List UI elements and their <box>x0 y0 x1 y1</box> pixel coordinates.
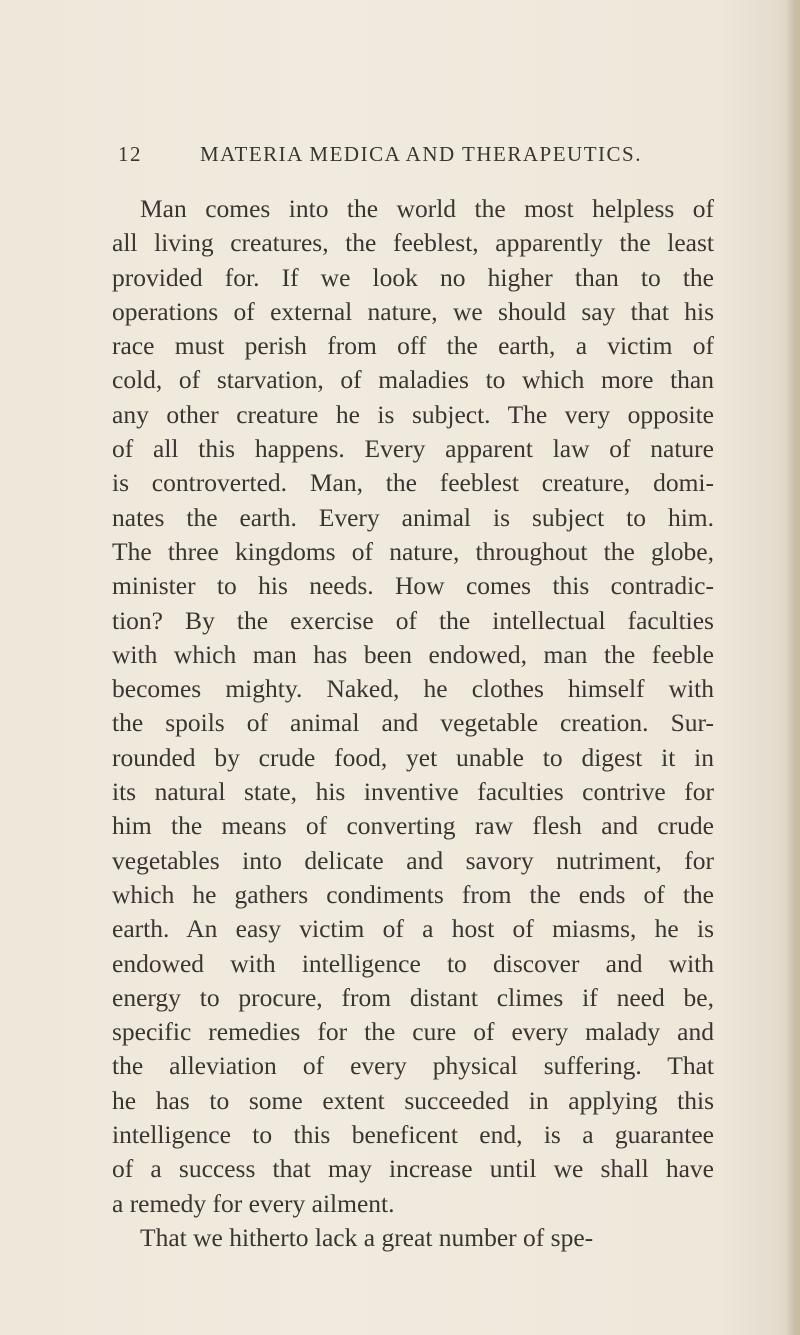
text-line: tion? By the exercise of the intellectual faculties <box>112 605 714 635</box>
text-line: vegetables into delicate and savory nutriment, for <box>112 845 714 875</box>
header-title: MATERIA MEDICA AND THERAPEUTICS. <box>200 142 642 166</box>
text-line: the spoils of animal and vegetable creation. Sur- <box>112 708 714 738</box>
text-line: he has to some extent succeeded in applying this <box>112 1085 714 1115</box>
text-line: minister to his needs. How comes this contradic- <box>112 571 714 601</box>
text-line: operations of external nature, we should say that his <box>112 296 714 326</box>
text-line: its natural state, his inventive faculties contrive for <box>112 777 714 807</box>
text-line: him the means of converting raw flesh and crude <box>112 811 714 841</box>
text-line: earth. An easy victim of a host of miasms, he is <box>112 914 714 944</box>
text-line: endowed with intelligence to discover and with <box>112 948 714 978</box>
text-line: nates the earth. Every animal is subject to him. <box>112 502 714 532</box>
text-line: is controverted. Man, the feeblest creature, domi- <box>112 468 714 498</box>
text-line: which he gathers condiments from the ends of the <box>112 879 714 909</box>
running-head <box>118 142 718 176</box>
text-line: That we hitherto lack a great number of spe- <box>140 1222 594 1252</box>
body-text <box>112 192 714 1292</box>
text-line: becomes mighty. Naked, he clothes himself with <box>112 674 714 704</box>
page-number: 12 <box>118 142 142 166</box>
text-line: any other creature he is subject. The very opposite <box>112 399 714 429</box>
text-line: intelligence to this beneficent end, is a guarantee <box>112 1120 714 1150</box>
text-line: of a success that may increase until we shall have <box>112 1154 714 1184</box>
text-line: of all this happens. Every apparent law of nature <box>112 434 714 464</box>
text-line: race must perish from off the earth, a victim of <box>112 331 714 361</box>
text-line: a remedy for every ailment. <box>112 1188 395 1218</box>
text-line: cold, of starvation, of maladies to which more than <box>112 365 714 395</box>
page-edge-shadow <box>786 0 800 1335</box>
text-line: all living creatures, the feeblest, apparently the least <box>112 228 714 258</box>
text-line: with which man has been endowed, man the feeble <box>112 639 714 669</box>
text-line: specific remedies for the cure of every malady and <box>112 1017 714 1047</box>
text-line: rounded by crude food, yet unable to digest it in <box>112 742 714 772</box>
text-line: the alleviation of every physical suffering. That <box>112 1051 714 1081</box>
text-line: The three kingdoms of nature, throughout the globe, <box>112 536 714 566</box>
text-line: Man comes into the world the most helpless of <box>140 194 714 223</box>
text-line: energy to procure, from distant climes if need be, <box>112 982 714 1012</box>
text-line: provided for. If we look no higher than to the <box>112 262 714 292</box>
